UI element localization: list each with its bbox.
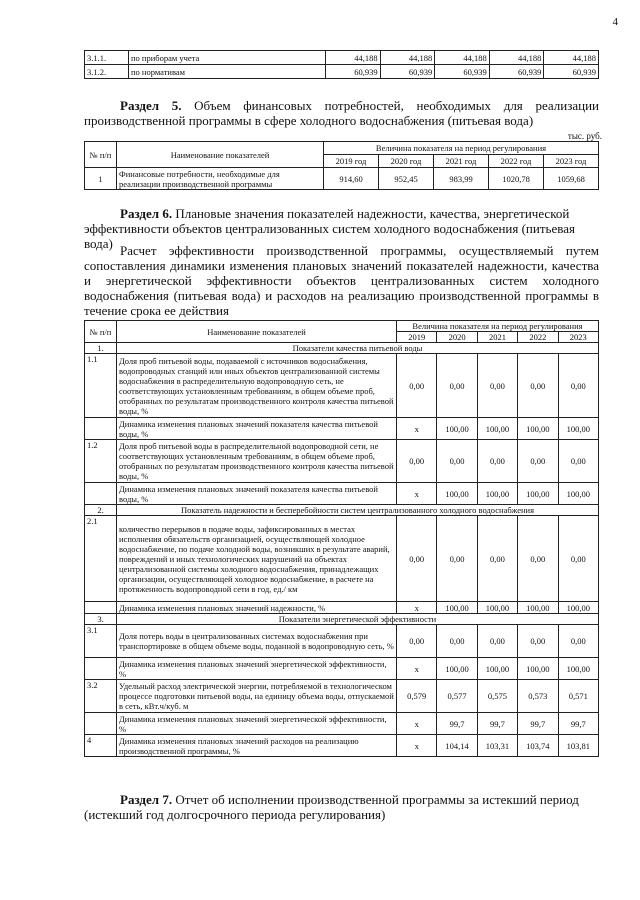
row-value: 0,00: [437, 354, 477, 418]
table-financial: [84, 141, 599, 190]
section-7-heading: [84, 792, 599, 822]
row-value: 100,00: [518, 483, 558, 505]
row-value: 100,00: [437, 658, 477, 680]
table-row: [85, 483, 599, 505]
row-value: 44,188: [380, 51, 435, 65]
row-value: 0,00: [477, 516, 517, 602]
row-number: [85, 713, 117, 735]
row-value: 0,00: [437, 440, 477, 483]
row-value: 0,00: [518, 440, 558, 483]
row-value: 60,939: [544, 65, 599, 79]
row-value: 60,939: [435, 65, 490, 79]
row-value: 0,00: [558, 440, 598, 483]
t2-header-name: Наименование показателей: [117, 142, 324, 168]
table-row: [85, 602, 599, 614]
section-number: 1.: [85, 343, 117, 354]
table-row: [85, 168, 599, 190]
row-value: 100,00: [558, 418, 598, 440]
row-value: 100,00: [477, 483, 517, 505]
row-value: 0,575: [477, 680, 517, 713]
row-value: 0,00: [558, 625, 598, 658]
row-value: x: [397, 483, 437, 505]
row-name: Динамика изменения плановых значений энергетической эффективности, %: [117, 713, 397, 735]
row-number: [85, 483, 117, 505]
row-value: 0,577: [437, 680, 477, 713]
row-value: 103,81: [558, 735, 598, 757]
row-value: x: [397, 658, 437, 680]
row-value: 0,00: [397, 516, 437, 602]
row-value: x: [397, 602, 437, 614]
page-number: 4: [612, 16, 618, 28]
row-value: 100,00: [437, 602, 477, 614]
row-name: Финансовые потребности, необходимые для реализации производственной программы: [117, 168, 324, 190]
table-row: [85, 625, 599, 658]
row-value: 0,00: [558, 354, 598, 418]
row-value: 100,00: [437, 483, 477, 505]
row-value: 100,00: [518, 658, 558, 680]
section-row: [85, 505, 599, 516]
row-value: 0,00: [477, 440, 517, 483]
row-value: 0,00: [518, 354, 558, 418]
row-value: 0,00: [397, 354, 437, 418]
row-number: 4: [85, 735, 117, 757]
row-value: 0,00: [477, 354, 517, 418]
row-name: Динамика изменения плановых значений надежности, %: [117, 602, 397, 614]
t3-header-name: Наименование показателей: [117, 321, 397, 343]
row-value: 44,188: [544, 51, 599, 65]
section-number: 3.: [85, 614, 117, 625]
section-name: Показатели качества питьевой воды: [117, 343, 599, 354]
year-header: 2019: [397, 332, 437, 343]
row-value: 103,74: [518, 735, 558, 757]
row-value: 100,00: [558, 483, 598, 505]
row-number: 1.2: [85, 440, 117, 483]
row-value: 0,579: [397, 680, 437, 713]
row-value: 104,14: [437, 735, 477, 757]
section-5-text: Объем финансовых потребностей, необходимых для реализации производственной программы в сфере холодного водоснабжения (питьевая вода): [84, 98, 599, 128]
table-row: [85, 713, 599, 735]
row-value: 0,00: [437, 625, 477, 658]
unit-label: тыс. руб.: [567, 131, 602, 141]
section-7-title: Раздел 7.: [120, 792, 173, 807]
row-value: x: [397, 713, 437, 735]
section-row: [85, 614, 599, 625]
row-value: 0,00: [397, 440, 437, 483]
row-value: 44,188: [489, 51, 544, 65]
row-name: Доля проб питьевой воды в распределительной водопроводной сети, не соответствующих установленным требованиям, в общем объеме проб, отобранных по результатам производственного контроля качества питьевой воды, %: [117, 440, 397, 483]
section-5-heading: [84, 98, 599, 128]
row-value: x: [397, 735, 437, 757]
row-name: Динамика изменения плановых значений расходов на реализацию производственной программы, %: [117, 735, 397, 757]
section-number: 2.: [85, 505, 117, 516]
row-value: 0,00: [437, 516, 477, 602]
table-row: [85, 354, 599, 418]
year-header: 2020 год: [379, 155, 434, 168]
row-value: 60,939: [326, 65, 381, 79]
row-name: Динамика изменения плановых значений показателя качества питьевой воды, %: [117, 483, 397, 505]
row-value: 100,00: [477, 602, 517, 614]
row-number: 1.1: [85, 354, 117, 418]
row-value: 0,00: [518, 625, 558, 658]
row-value: 99,7: [477, 713, 517, 735]
row-value: 100,00: [437, 418, 477, 440]
t2-header-period: Величина показателя на период регулирования: [324, 142, 599, 155]
row-number: 3.2: [85, 680, 117, 713]
table-row: [85, 680, 599, 713]
table-indicators: [84, 320, 599, 757]
year-header: 2023 год: [544, 155, 599, 168]
section-name: Показатель надежности и бесперебойности систем централизованного холодного водоснабжения: [117, 505, 599, 516]
row-value: 60,939: [380, 65, 435, 79]
row-name: количество перерывов в подаче воды, зафиксированных в местах исполнения обязательств организацией, осуществляющей холодное водоснабжение, по подаче холодной воды, возникших в результате аварий, повреждений и иных технологических нарушений на объектах централизованной системы холодного водоснабжения, принадлежащих организации, осуществляющей холодное водоснабжение, в расчете на протяженность водопроводной сети в год, ед./ км: [117, 516, 397, 602]
t3-header-num: № п/п: [85, 321, 117, 343]
row-value: 60,939: [489, 65, 544, 79]
row-value: 100,00: [558, 658, 598, 680]
row-name: Доля проб питьевой воды, подаваемой с источников водоснабжения, водопроводных станций или иных объектов централизованной системы водоснабжения в распределительную водопроводную сеть, не соответствующих установленным требованиям, в общем объеме проб, отобранных по результатам производственного контроля качества питьевой воды, %: [117, 354, 397, 418]
table-row: [85, 735, 599, 757]
section-6-text: Плановые значения показателей надежности, качества, энергетической эффективности объектов централизованных систем холодного водоснабжения (питьевая вода): [84, 206, 575, 251]
row-number: 1: [85, 168, 117, 190]
table-row: [85, 65, 599, 79]
t3-header-period: Величина показателя на период регулирования: [397, 321, 599, 332]
year-header: 2020: [437, 332, 477, 343]
section-7-text: Отчет об исполнении производственной программы за истекший период (истекший год долгосрочного периода регулирования): [84, 792, 579, 822]
year-header: 2022: [518, 332, 558, 343]
row-value: 983,99: [434, 168, 489, 190]
row-value: 0,00: [397, 625, 437, 658]
row-number: 3.1: [85, 625, 117, 658]
row-value: 0,571: [558, 680, 598, 713]
table-row: [85, 440, 599, 483]
row-value: x: [397, 418, 437, 440]
section-row: [85, 343, 599, 354]
row-name: Доля потерь воды в централизованных системах водоснабжения при транспортировке в общем объеме воды, поданной в водопроводную сеть, %: [117, 625, 397, 658]
row-value: 44,188: [435, 51, 490, 65]
row-number: [85, 658, 117, 680]
row-value: 952,45: [379, 168, 434, 190]
year-header: 2023: [558, 332, 598, 343]
row-value: 0,00: [477, 625, 517, 658]
row-value: 0,00: [518, 516, 558, 602]
row-number: [85, 418, 117, 440]
table-metering: [84, 50, 599, 79]
section-name: Показатели энергетической эффективности: [117, 614, 599, 625]
row-number: 2.1: [85, 516, 117, 602]
row-value: 0,573: [518, 680, 558, 713]
row-value: 0,00: [558, 516, 598, 602]
row-name: Динамика изменения плановых значений энергетической эффективности, %: [117, 658, 397, 680]
table-row: [85, 418, 599, 440]
year-header: 2022 год: [489, 155, 544, 168]
section-6-paragraph: Расчет эффективности производственной программы, осуществляемый путем сопоставления динамики изменения плановых значений показателей надежности, качества и энергетической эффективности объектов централизованных систем холодного водоснабжения (питьевая вода) и расходов на реализацию производственной программы в течение срока ее действия: [84, 243, 599, 318]
row-value: 99,7: [558, 713, 598, 735]
year-header: 2021 год: [434, 155, 489, 168]
section-5-title: Раздел 5.: [120, 98, 182, 113]
row-name: по приборам учета: [129, 51, 326, 65]
row-number: 3.1.1.: [85, 51, 129, 65]
table-row: [85, 516, 599, 602]
row-name: Удельный расход электрической энергии, потребляемой в технологическом процессе подготовки питьевой воды, на единицу объема воды, отпускаемой в сеть, кВт.ч/куб. м: [117, 680, 397, 713]
table-row: [85, 658, 599, 680]
row-value: 99,7: [518, 713, 558, 735]
row-value: 100,00: [558, 602, 598, 614]
row-name: Динамика изменения плановых значений показателя качества питьевой воды, %: [117, 418, 397, 440]
row-name: по нормативам: [129, 65, 326, 79]
row-value: 914,60: [324, 168, 379, 190]
row-value: 1059,68: [544, 168, 599, 190]
section-6-title: Раздел 6.: [120, 206, 173, 221]
row-value: 100,00: [477, 658, 517, 680]
row-value: 103,31: [477, 735, 517, 757]
table-row: [85, 51, 599, 65]
year-header: 2021: [477, 332, 517, 343]
year-header: 2019 год: [324, 155, 379, 168]
t2-header-num: № п/п: [85, 142, 117, 168]
row-value: 99,7: [437, 713, 477, 735]
row-value: 1020,78: [489, 168, 544, 190]
row-number: [85, 602, 117, 614]
row-number: 3.1.2.: [85, 65, 129, 79]
row-value: 44,188: [326, 51, 381, 65]
row-value: 100,00: [518, 602, 558, 614]
row-value: 100,00: [477, 418, 517, 440]
row-value: 100,00: [518, 418, 558, 440]
